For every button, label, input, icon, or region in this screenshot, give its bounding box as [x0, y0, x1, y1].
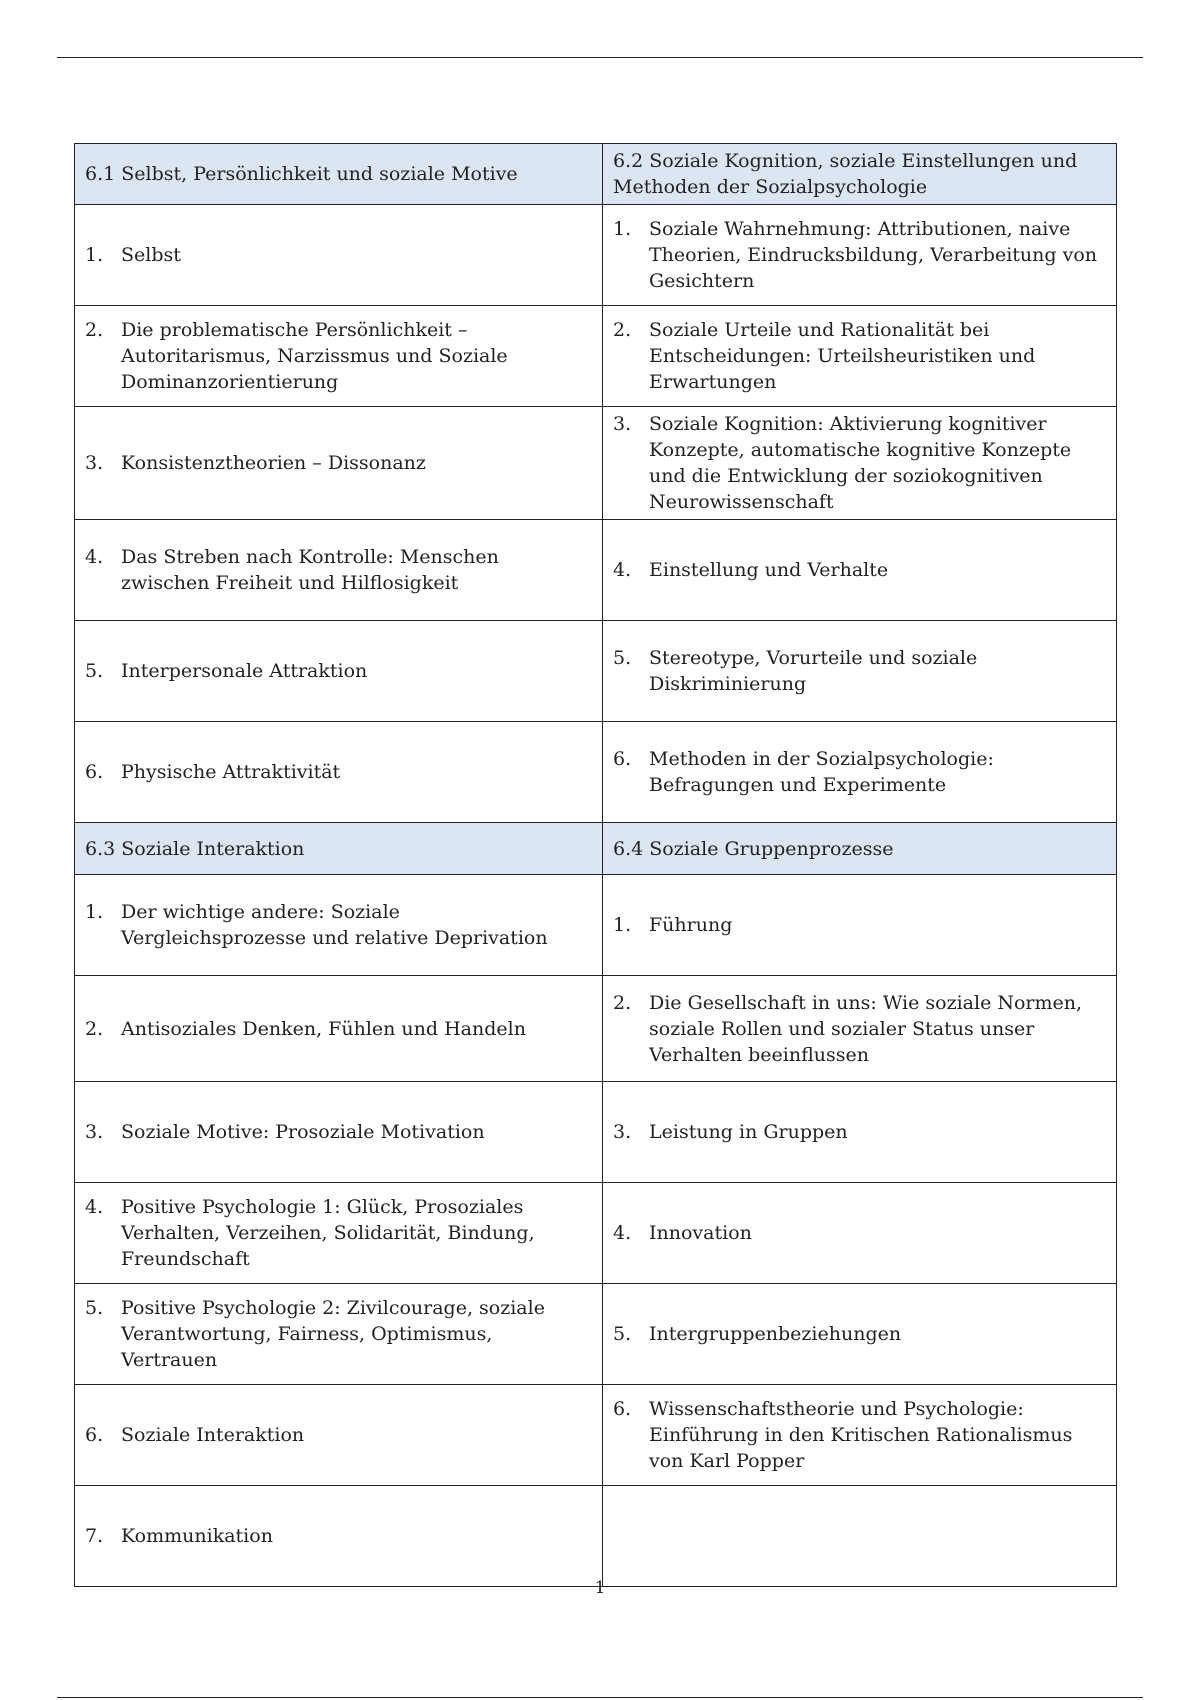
list-item	[613, 317, 1104, 395]
item-text: Der wichtige andere: Soziale Vergleichsprozesse und relative Deprivation	[121, 901, 548, 949]
item-text: Soziale Wahrnehmung: Attributionen, naive Theorien, Eindrucksbildung, Verarbeitung von Gesichtern	[649, 218, 1097, 292]
item-text: Selbst	[121, 244, 181, 266]
table-cell	[75, 875, 603, 976]
section-heading-6-3: 6.3 Soziale Interaktion	[75, 823, 603, 875]
item-text: Führung	[649, 914, 733, 936]
table-cell	[603, 520, 1117, 621]
item-number: 7.	[85, 1525, 104, 1547]
list-item	[85, 1194, 590, 1272]
list-item	[85, 658, 590, 684]
table-row	[75, 875, 1117, 976]
item-text: Soziale Interaktion	[121, 1424, 305, 1446]
table-row	[75, 621, 1117, 722]
item-number: 1.	[85, 244, 104, 266]
table-row	[75, 520, 1117, 621]
list-item	[613, 411, 1104, 515]
item-number: 6.	[613, 1398, 632, 1420]
table-cell	[75, 976, 603, 1082]
section-heading-6-2: 6.2 Soziale Kognition, soziale Einstellungen und Methoden der Sozialpsychologie	[603, 144, 1117, 205]
item-number: 2.	[613, 991, 632, 1014]
item-number: 4.	[85, 1196, 104, 1218]
table-cell	[603, 306, 1117, 407]
list-item	[85, 1295, 590, 1373]
table-cell	[75, 621, 603, 722]
list-item	[613, 557, 1104, 583]
table-row	[75, 306, 1117, 407]
item-number: 3.	[613, 413, 632, 435]
table-cell	[75, 407, 603, 520]
item-text: Konsistenztheorien – Dissonanz	[121, 452, 426, 474]
section-heading-6-4: 6.4 Soziale Gruppenprozesse	[603, 823, 1117, 875]
list-item	[613, 1321, 1104, 1347]
table-row	[75, 407, 1117, 520]
item-number: 6.	[85, 761, 104, 783]
item-number: 4.	[85, 546, 104, 568]
section-header-row	[75, 144, 1117, 205]
table-row	[75, 1183, 1117, 1284]
list-item	[85, 899, 590, 951]
table-cell	[75, 722, 603, 823]
item-text: Interpersonale Attraktion	[121, 660, 368, 682]
item-number: 1.	[613, 914, 632, 936]
list-item	[613, 912, 1104, 938]
list-item	[85, 1523, 590, 1549]
table-cell	[75, 205, 603, 306]
table-cell	[603, 722, 1117, 823]
table-cell	[603, 407, 1117, 520]
table-row	[75, 1385, 1117, 1486]
section-header-row	[75, 823, 1117, 875]
item-number: 3.	[613, 1121, 632, 1143]
list-item	[85, 242, 590, 268]
table-row	[75, 1486, 1117, 1587]
item-number: 5.	[613, 647, 632, 669]
item-text: Einstellung und Verhalte	[649, 559, 889, 581]
list-item	[85, 759, 590, 785]
item-text: Stereotype, Vorurteile und soziale Diskriminierung	[649, 647, 978, 695]
table-cell	[75, 520, 603, 621]
list-item	[85, 1422, 590, 1448]
item-text: Soziale Motive: Prosoziale Motivation	[121, 1121, 485, 1143]
table-cell	[603, 1385, 1117, 1486]
item-number: 6.	[85, 1424, 104, 1446]
table-row	[75, 205, 1117, 306]
header-rule	[57, 57, 1143, 58]
empty-cell	[603, 1486, 1117, 1587]
item-number: 2.	[85, 319, 104, 341]
table-cell	[603, 621, 1117, 722]
item-text: Kommunikation	[121, 1525, 273, 1547]
item-number: 5.	[613, 1323, 632, 1345]
item-text: Positive Psychologie 1: Glück, Prosoziales Verhalten, Verzeihen, Solidarität, Bindung, Freundschaft	[121, 1196, 535, 1270]
table-cell	[75, 1183, 603, 1284]
table-cell	[603, 875, 1117, 976]
item-number: 4.	[613, 1222, 632, 1244]
table-row	[75, 1284, 1117, 1385]
topics-table	[74, 143, 1117, 1587]
table-cell	[603, 976, 1117, 1082]
item-number: 5.	[85, 660, 104, 682]
table-cell	[603, 205, 1117, 306]
item-number: 2.	[613, 319, 632, 341]
table-row	[75, 976, 1117, 1082]
item-number: 4.	[613, 559, 632, 581]
item-number: 6.	[613, 748, 632, 770]
list-item	[85, 1119, 590, 1145]
list-item	[613, 990, 1104, 1068]
footer-rule	[57, 1697, 1143, 1698]
table-cell	[603, 1284, 1117, 1385]
list-item	[613, 1396, 1104, 1474]
item-text: Wissenschaftstheorie und Psychologie: Einführung in den Kritischen Rationalismus von Karl Popper	[649, 1398, 1073, 1472]
item-text: Antisoziales Denken, Fühlen und Handeln	[121, 1017, 526, 1040]
item-number: 1.	[613, 218, 632, 240]
item-text: Die Gesellschaft in uns: Wie soziale Normen, soziale Rollen und sozialer Status unser Verhalten beeinflussen	[649, 991, 1083, 1066]
list-item	[613, 1119, 1104, 1145]
table-cell	[75, 1284, 603, 1385]
table-row	[75, 1082, 1117, 1183]
table-cell	[75, 1385, 603, 1486]
table-cell	[603, 1183, 1117, 1284]
section-heading-6-1: 6.1 Selbst, Persönlichkeit und soziale Motive	[75, 144, 603, 205]
item-text: Positive Psychologie 2: Zivilcourage, soziale Verantwortung, Fairness, Optimismus, Vertrauen	[121, 1297, 545, 1371]
item-text: Soziale Urteile und Rationalität bei Entscheidungen: Urteilsheuristiken und Erwartungen	[649, 319, 1036, 393]
item-number: 3.	[85, 452, 104, 474]
item-number: 3.	[85, 1121, 104, 1143]
item-text: Innovation	[649, 1222, 752, 1244]
item-text: Methoden in der Sozialpsychologie: Befragungen und Experimente	[649, 748, 994, 796]
list-item	[613, 216, 1104, 294]
item-number: 2.	[85, 1017, 104, 1040]
list-item	[85, 544, 590, 596]
list-item	[85, 450, 590, 476]
item-number: 1.	[85, 901, 104, 923]
table-cell	[603, 1082, 1117, 1183]
item-text: Leistung in Gruppen	[649, 1121, 848, 1143]
item-text: Physische Attraktivität	[121, 761, 341, 783]
item-text: Intergruppenbeziehungen	[649, 1323, 902, 1345]
item-text: Das Streben nach Kontrolle: Menschen zwischen Freiheit und Hilflosigkeit	[121, 546, 499, 594]
item-text: Die problematische Persönlichkeit – Autoritarismus, Narzissmus und Soziale Dominanzorientierung	[121, 319, 508, 393]
item-number: 5.	[85, 1297, 104, 1319]
item-text: Soziale Kognition: Aktivierung kognitiver Konzepte, automatische kognitive Konzepte und die Entwicklung der soziokognitiven Neurowissenschaft	[649, 413, 1072, 513]
table-cell	[75, 1486, 603, 1587]
table-cell	[75, 1082, 603, 1183]
list-item	[85, 1016, 590, 1042]
table-cell	[75, 306, 603, 407]
list-item	[613, 645, 1104, 697]
table-row	[75, 722, 1117, 823]
list-item	[613, 746, 1104, 798]
page-number: 1	[594, 1578, 606, 1598]
list-item	[613, 1220, 1104, 1246]
list-item	[85, 317, 590, 395]
